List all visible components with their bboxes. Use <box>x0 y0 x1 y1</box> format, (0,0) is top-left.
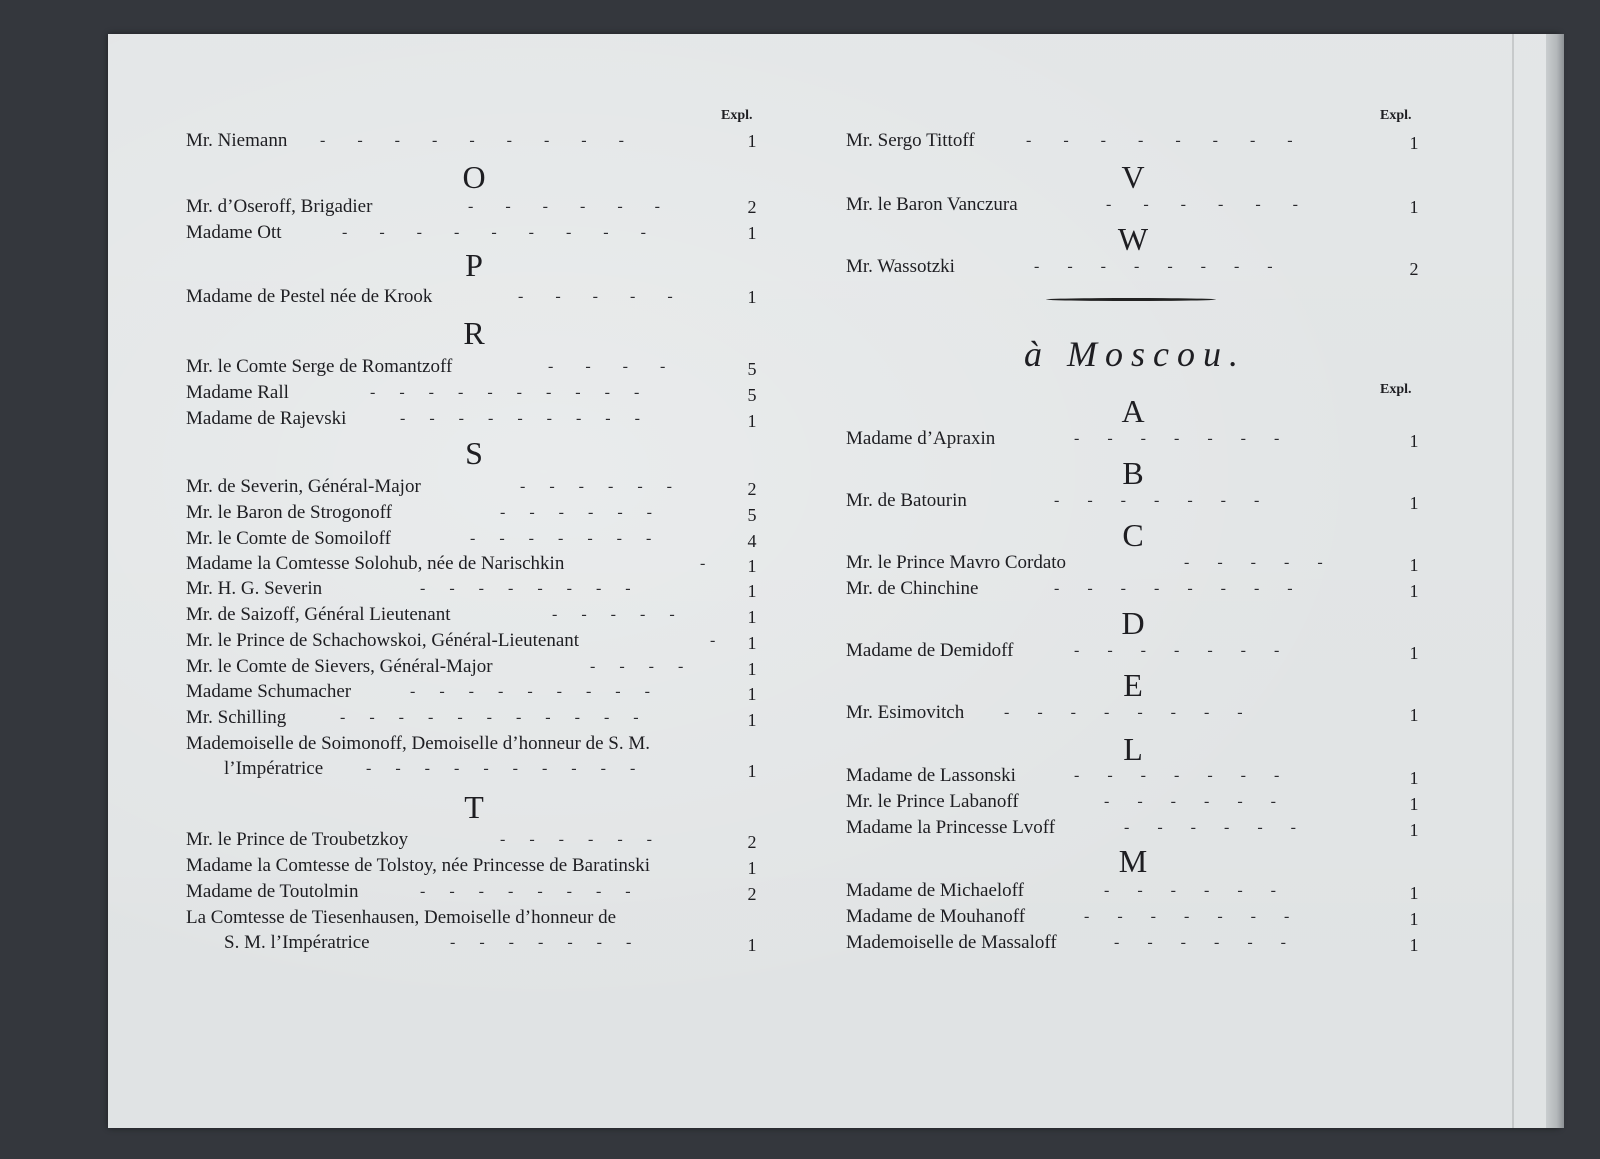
leader-dots: - - - - <box>548 358 666 375</box>
entry-count: 1 <box>1409 794 1419 814</box>
leader-dots: - <box>710 632 716 649</box>
entry-count: 1 <box>1409 197 1419 217</box>
section-letter: R <box>463 315 485 351</box>
leader-dots: - - - - - - - - <box>1034 258 1273 275</box>
entry-name: Madame Ott <box>186 222 282 243</box>
entry-name: Madame Rall <box>186 382 289 403</box>
leader-dots: - - - - - - - - - - - <box>340 709 639 726</box>
section-title: à Moscou. <box>1024 334 1246 374</box>
entry-name: Madame de Lassonski <box>846 765 1016 786</box>
entry-name: Madame de Michaeloff <box>846 880 1024 901</box>
entry-count: 2 <box>747 479 757 499</box>
entry-name: Madame Schumacher <box>186 681 352 702</box>
entry-name: Madame la Comtesse de Tolstoy, née Princesse de Baratinski <box>186 855 651 876</box>
entry-count: 1 <box>747 287 757 307</box>
leader-dots: - - - - - <box>1184 554 1323 571</box>
entry-name: Mr. le Prince de Troubetzkoy <box>186 829 409 850</box>
section-letter: V <box>1121 159 1145 195</box>
entry-name: Madame de Mouhanoff <box>846 906 1026 927</box>
expl-header: Expl. <box>1380 382 1412 397</box>
leader-dots: - - - - - - - <box>1074 430 1280 447</box>
section-letter: A <box>1121 393 1145 429</box>
entry-name: Mr. Wassotzki <box>846 256 955 277</box>
entry-name: Mr. de Chinchine <box>846 578 979 599</box>
entry-count: 1 <box>747 684 757 704</box>
expl-header: Expl. <box>721 108 753 123</box>
entry-count: 1 <box>1409 643 1419 663</box>
entry-count: 1 <box>1409 431 1419 451</box>
entry-count: 1 <box>1409 133 1419 153</box>
entry-count: 2 <box>1409 259 1419 279</box>
entry-name: Mademoiselle de Massaloff <box>846 932 1057 953</box>
entry-name: Madame de Rajevski <box>186 408 347 429</box>
leader-dots: - - - - - - <box>1114 934 1286 951</box>
entry-name: l’Impératrice <box>224 758 324 779</box>
leader-dots: - - - - - - <box>520 478 672 495</box>
expl-header: Expl. <box>1380 108 1412 123</box>
leader-dots: - - - - - - - <box>1074 642 1280 659</box>
entry-count: 1 <box>1409 935 1419 955</box>
entry-count: 1 <box>1409 883 1419 903</box>
entry-name: Madame la Princesse Lvoff <box>846 817 1056 838</box>
page-fold <box>1512 34 1514 1128</box>
entry-count: 1 <box>747 935 757 955</box>
leader-dots: - - - - - - - - <box>420 883 631 900</box>
leader-dots: - - - - - - - - <box>1026 132 1293 149</box>
entry-name: Mr. le Prince Labanoff <box>846 791 1019 812</box>
leader-dots: - - - - - - <box>1104 793 1276 810</box>
entry-name: Mr. d’Oseroff, Brigadier <box>186 196 373 217</box>
leader-dots: - - - - - - <box>468 198 660 215</box>
leader-dots: - - - - - - - - - <box>410 683 650 700</box>
leader-dots: - - - - - - <box>1106 196 1298 213</box>
book-page <box>108 34 1560 1128</box>
entry-name: Madame la Comtesse Solohub, née de Narischkin <box>186 553 565 574</box>
entry-name: Mr. Schilling <box>186 707 287 728</box>
leader-dots: - - - - - - - - - - <box>366 760 636 777</box>
page-edge <box>1546 34 1564 1128</box>
section-letter: P <box>465 247 483 283</box>
entry-name: Mr. le Prince Mavro Cordato <box>846 552 1067 573</box>
section-letter: W <box>1117 221 1149 257</box>
entry-count: 1 <box>747 633 757 653</box>
entry-count: 2 <box>747 884 757 904</box>
leader-dots: - - - - - - <box>500 831 652 848</box>
section-letter: D <box>1121 605 1145 641</box>
entry-name: Mr. le Comte de Sievers, Général-Major <box>186 656 493 677</box>
entry-name: S. M. l’Impératrice <box>224 932 370 953</box>
entry-count: 1 <box>747 710 757 730</box>
entry-count: 1 <box>747 659 757 679</box>
entry-count: 1 <box>1409 493 1419 513</box>
entry-name: Mr. H. G. Severin <box>186 578 323 599</box>
section-letter: C <box>1122 517 1144 553</box>
entry-count: 1 <box>1409 768 1419 788</box>
leader-dots: - - - - - - <box>1124 819 1296 836</box>
entry-name: Madame de Toutolmin <box>186 881 359 902</box>
entry-count: 2 <box>747 832 757 852</box>
entry-name: Mr. le Baron Vanczura <box>846 194 1018 215</box>
entry-name: Madame d’Apraxin <box>846 428 996 449</box>
entry-name: Mr. le Comte Serge de Romantzoff <box>186 356 453 377</box>
entry-name: Mr. le Baron de Strogonoff <box>186 502 392 523</box>
entry-name: Mr. de Batourin <box>846 490 967 511</box>
leader-dots: - - - - - - - - <box>1054 580 1293 597</box>
leader-dots: - - - - - - - <box>470 530 652 547</box>
entry-name: Mr. Niemann <box>186 130 288 151</box>
leader-dots: - - - - - - - - - - <box>370 384 640 401</box>
entry-count: 1 <box>747 131 757 151</box>
leader-dots: - - - - - - - <box>1074 767 1280 784</box>
entry-name: Madame de Pestel née de Krook <box>186 286 433 307</box>
leader-dots: - - - - - - - - - <box>320 132 624 149</box>
section-letter: S <box>465 435 483 471</box>
leader-dots: - - - - - - - - <box>1004 704 1243 721</box>
entry-count: 1 <box>1409 909 1419 929</box>
section-letter: L <box>1123 731 1143 767</box>
section-divider <box>1046 298 1216 301</box>
entry-name: Mr. le Prince de Schachowskoi, Général-Lieutenant <box>186 630 580 651</box>
leader-dots: - <box>700 555 706 572</box>
section-letter: B <box>1122 455 1144 491</box>
entry-count: 1 <box>747 761 757 781</box>
entry-count: 4 <box>747 531 757 551</box>
entry-count: 1 <box>1409 581 1419 601</box>
leader-dots: - - - - - - - - - <box>400 410 640 427</box>
leader-dots: - - - - - <box>518 288 673 305</box>
entry-count: 1 <box>1409 705 1419 725</box>
leader-dots: - - - - - - - <box>1084 908 1290 925</box>
section-letter: O <box>462 159 486 195</box>
entry-count: 1 <box>747 581 757 601</box>
leader-dots: - - - - - - - - - <box>342 224 646 241</box>
entry-count: 1 <box>747 223 757 243</box>
entry-name: La Comtesse de Tiesenhausen, Demoiselle d’honneur de <box>186 907 617 928</box>
entry-count: 5 <box>747 505 757 525</box>
entry-count: 2 <box>747 197 757 217</box>
leader-dots: - - - - - - <box>500 504 652 521</box>
leader-dots: - - - - - - - - <box>420 580 631 597</box>
entry-count: 1 <box>1409 555 1419 575</box>
entry-name: Mr. de Severin, Général-Major <box>186 476 421 497</box>
entry-name: Mademoiselle de Soimonoff, Demoiselle d’honneur de S. M. <box>186 733 651 754</box>
leader-dots: - - - - <box>590 658 684 675</box>
entry-name: Mr. de Saizoff, Général Lieutenant <box>186 604 451 625</box>
entry-count: 1 <box>747 556 757 576</box>
leader-dots: - - - - - - - <box>450 934 632 951</box>
entry-name: Mr. Sergo Tittoff <box>846 130 975 151</box>
entry-count: 5 <box>747 359 757 379</box>
section-letter: T <box>464 789 484 825</box>
leader-dots: - - - - - - - <box>1054 492 1260 509</box>
leader-dots: - - - - - <box>552 606 675 623</box>
leader-dots: - - - - - - <box>1104 882 1276 899</box>
section-letter: E <box>1123 667 1143 703</box>
section-letter: M <box>1118 843 1148 879</box>
entry-name: Mr. Esimovitch <box>846 702 965 723</box>
entry-count: 1 <box>747 858 757 878</box>
entry-count: 1 <box>747 411 757 431</box>
entry-name: Mr. le Comte de Somoiloff <box>186 528 391 549</box>
entry-count: 1 <box>1409 820 1419 840</box>
entry-count: 1 <box>747 607 757 627</box>
entry-name: Madame de Demidoff <box>846 640 1014 661</box>
entry-count: 5 <box>747 385 757 405</box>
